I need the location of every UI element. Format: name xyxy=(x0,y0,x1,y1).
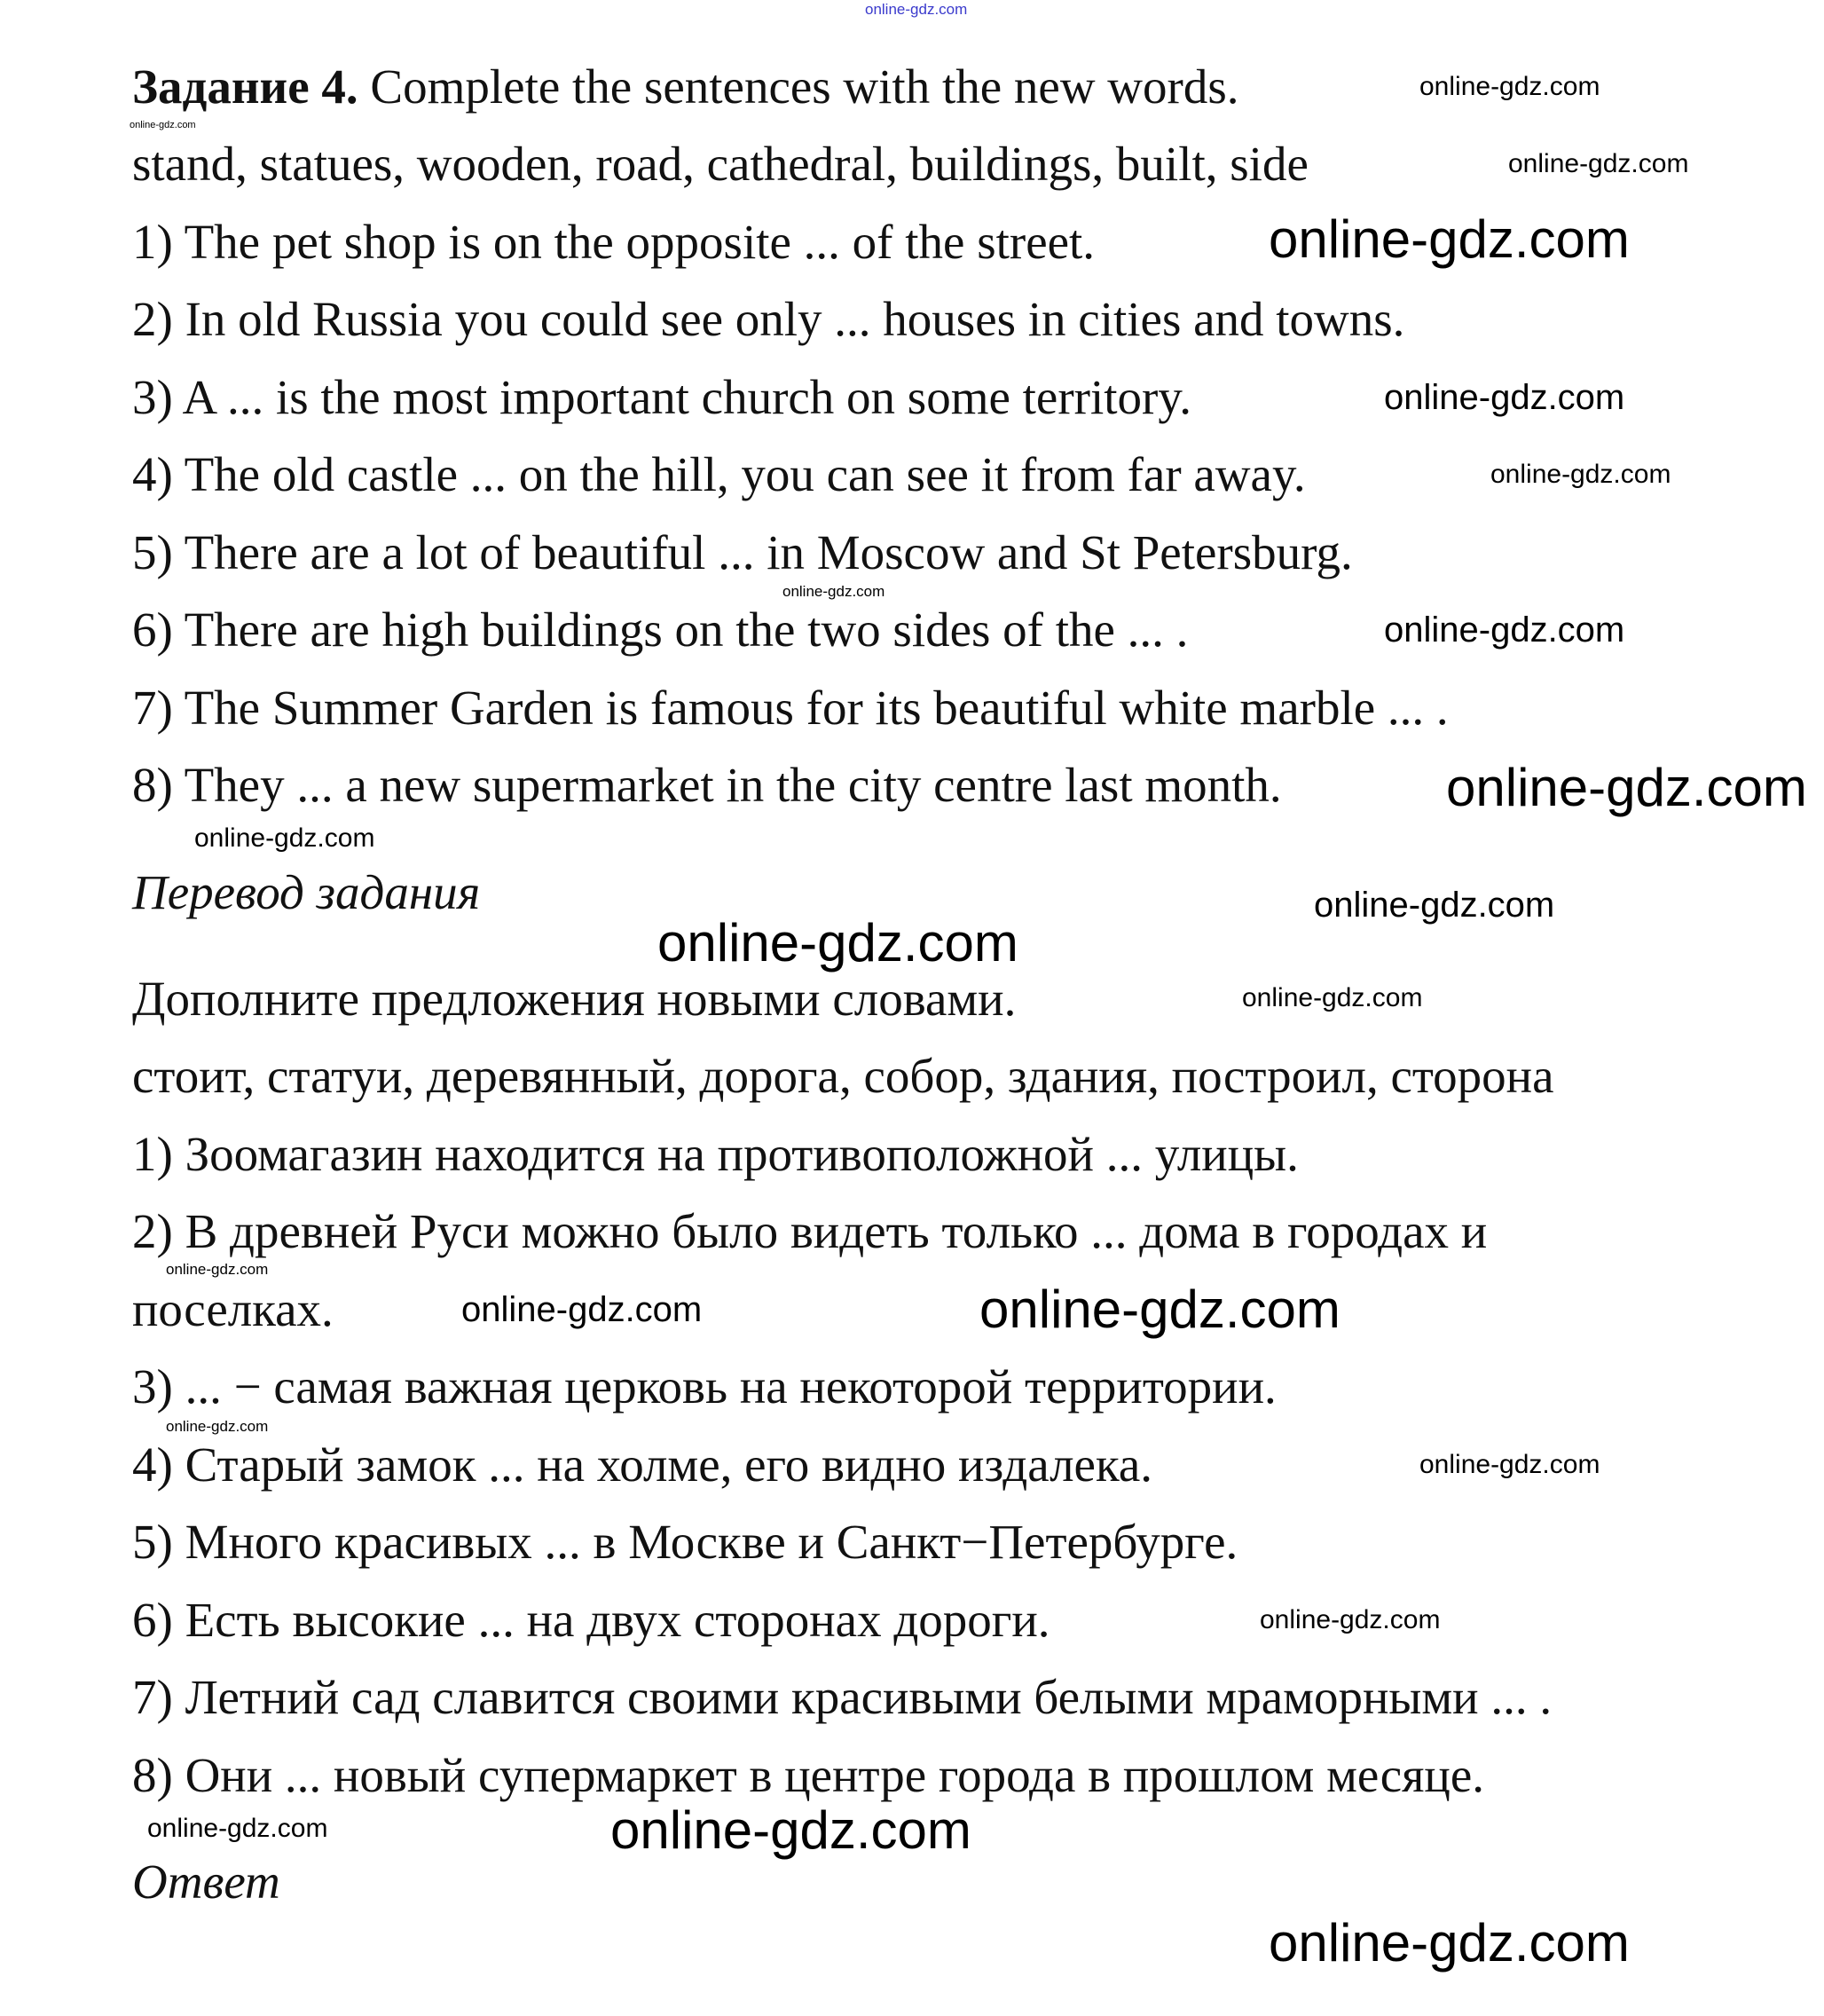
sentence: 4) The old castle ... on the hill, you can see it from far away. xyxy=(132,447,1306,501)
watermark: online-gdz.com xyxy=(1242,983,1423,1012)
watermark: online-gdz.com xyxy=(1419,1450,1600,1479)
watermark: online-gdz.com xyxy=(1446,758,1807,817)
translation-sentence: 8) Они ... новый супермаркет в центре города в прошлом месяце. xyxy=(132,1748,1484,1802)
translation-sentence: 6) Есть высокие ... на двух сторонах дороги. xyxy=(132,1593,1050,1647)
task-title xyxy=(132,60,1238,114)
translation-instruction: Дополните предложения новыми словами. xyxy=(132,972,1017,1026)
translation-word-bank: стоит, статуи, деревянный, дорога, собор, здания, построил, сторона xyxy=(132,1049,1554,1103)
watermark: online-gdz.com xyxy=(1384,378,1625,417)
task-label: Задание 4. xyxy=(132,59,358,114)
translation-heading: Перевод задания xyxy=(132,865,481,919)
watermark: online-gdz.com xyxy=(147,1814,328,1843)
watermark: online-gdz.com xyxy=(1384,610,1625,650)
watermark: online-gdz.com xyxy=(1269,1913,1630,1973)
watermark: online-gdz.com xyxy=(865,1,968,18)
watermark: online-gdz.com xyxy=(1419,72,1600,101)
translation-sentence: 1) Зоомагазин находится на противоположной ... улицы. xyxy=(132,1127,1299,1181)
sentence: 6) There are high buildings on the two sides of the ... . xyxy=(132,602,1189,657)
word-bank: stand, statues, wooden, road, cathedral, buildings, built, side xyxy=(132,137,1309,191)
task-instruction: Complete the sentences with the new words. xyxy=(370,59,1239,114)
translation-sentence: 5) Много красивых ... в Москве и Санкт−Петербурге. xyxy=(132,1515,1238,1569)
translation-sentence: 7) Летний сад славится своими красивыми белыми мраморными ... . xyxy=(132,1670,1553,1724)
translation-sentence: 2) В древней Руси можно было видеть только ... дома в городах и xyxy=(132,1204,1488,1258)
watermark: online-gdz.com xyxy=(1508,149,1689,178)
sentence: 2) In old Russia you could see only ... houses in cities and towns. xyxy=(132,292,1405,346)
sentence: 5) There are a lot of beautiful ... in Moscow and St Petersburg. xyxy=(132,525,1353,579)
watermark: online-gdz.com xyxy=(166,1261,269,1278)
translation-sentence: 3) ... − самая важная церковь на некоторой территории. xyxy=(132,1359,1277,1414)
watermark: online-gdz.com xyxy=(1490,460,1671,489)
watermark: online-gdz.com xyxy=(166,1418,269,1435)
sentence: 7) The Summer Garden is famous for its beautiful white marble ... . xyxy=(132,681,1449,735)
watermark: online-gdz.com xyxy=(130,120,196,130)
watermark: online-gdz.com xyxy=(1260,1605,1441,1634)
watermark: online-gdz.com xyxy=(782,583,885,600)
watermark: online-gdz.com xyxy=(657,913,1018,973)
watermark: online-gdz.com xyxy=(461,1290,703,1329)
watermark: online-gdz.com xyxy=(1269,209,1630,269)
translation-sentence: 4) Старый замок ... на холме, его видно издалека. xyxy=(132,1437,1153,1492)
watermark: online-gdz.com xyxy=(1314,886,1555,925)
sentence: 3) A ... is the most important church on some territory. xyxy=(132,370,1192,424)
sentence: 1) The pet shop is on the opposite ... of the street. xyxy=(132,215,1096,269)
translation-sentence: поселках. xyxy=(132,1282,334,1336)
watermark: online-gdz.com xyxy=(194,823,375,853)
sentence: 8) They ... a new supermarket in the city centre last month. xyxy=(132,758,1282,812)
watermark: online-gdz.com xyxy=(610,1800,971,1860)
watermark: online-gdz.com xyxy=(979,1280,1340,1339)
answer-heading: Ответ xyxy=(132,1855,280,1909)
